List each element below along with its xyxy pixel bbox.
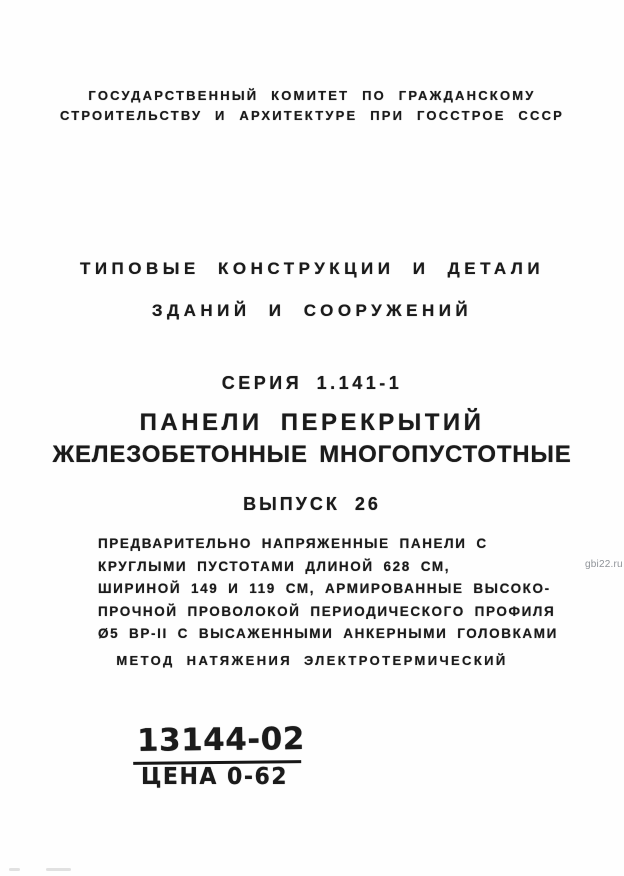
description-paragraph bbox=[98, 533, 558, 646]
org-header-line2: СТРОИТЕЛЬСТВУ И АРХИТЕКТУРЕ ПРИ ГОССТРОЕ СССР bbox=[59, 108, 565, 123]
scan-smudge bbox=[46, 868, 71, 871]
title-line2: ЖЕЛЕЗОБЕТОННЫЕ МНОГОПУСТОТНЫЕ bbox=[52, 441, 572, 468]
handwritten-code: 13144-02 bbox=[133, 721, 301, 765]
description-line: ШИРИНОЙ 149 И 119 СМ, АРМИРОВАННЫЕ ВЫСОКО- bbox=[98, 581, 551, 596]
series-number: СЕРИЯ 1.141-1 bbox=[221, 373, 403, 393]
description-line: КРУГЛЫМИ ПУСТОТАМИ ДЛИНОЙ 628 СМ, bbox=[98, 558, 451, 574]
description-line: Ø5 ВР-II С ВЫСАЖЕННЫМИ АНКЕРНЫМИ ГОЛОВКАМИ bbox=[98, 626, 558, 641]
org-header bbox=[0, 86, 624, 126]
method-line: МЕТОД НАТЯЖЕНИЯ ЭЛЕКТРОТЕРМИЧЕСКИЙ bbox=[116, 653, 508, 668]
description-line: ПРЕДВАРИТЕЛЬНО НАПРЯЖЕННЫЕ ПАНЕЛИ С bbox=[98, 536, 488, 551]
price-label: ЦЕНА 0-62 bbox=[141, 764, 289, 791]
description-line: ПРОЧНОЙ ПРОВОЛОКОЙ ПЕРИОДИЧЕСКОГО ПРОФИЛЯ bbox=[98, 603, 556, 619]
series-heading-line2: ЗДАНИЙ И СООРУЖЕНИЙ bbox=[151, 301, 473, 320]
org-header-line1: ГОСУДАРСТВЕННЫЙ КОМИТЕТ ПО ГРАЖДАНСКОМУ bbox=[88, 88, 536, 103]
scan-smudge bbox=[9, 868, 20, 871]
series-heading-line1: ТИПОВЫЕ КОНСТРУКЦИИ И ДЕТАЛИ bbox=[79, 259, 545, 278]
issue-label: ВЫПУСК 26 bbox=[243, 494, 381, 514]
watermark: gbi22.ru bbox=[585, 559, 623, 570]
title-line1: ПАНЕЛИ ПЕРЕКРЫТИЙ bbox=[139, 409, 485, 436]
